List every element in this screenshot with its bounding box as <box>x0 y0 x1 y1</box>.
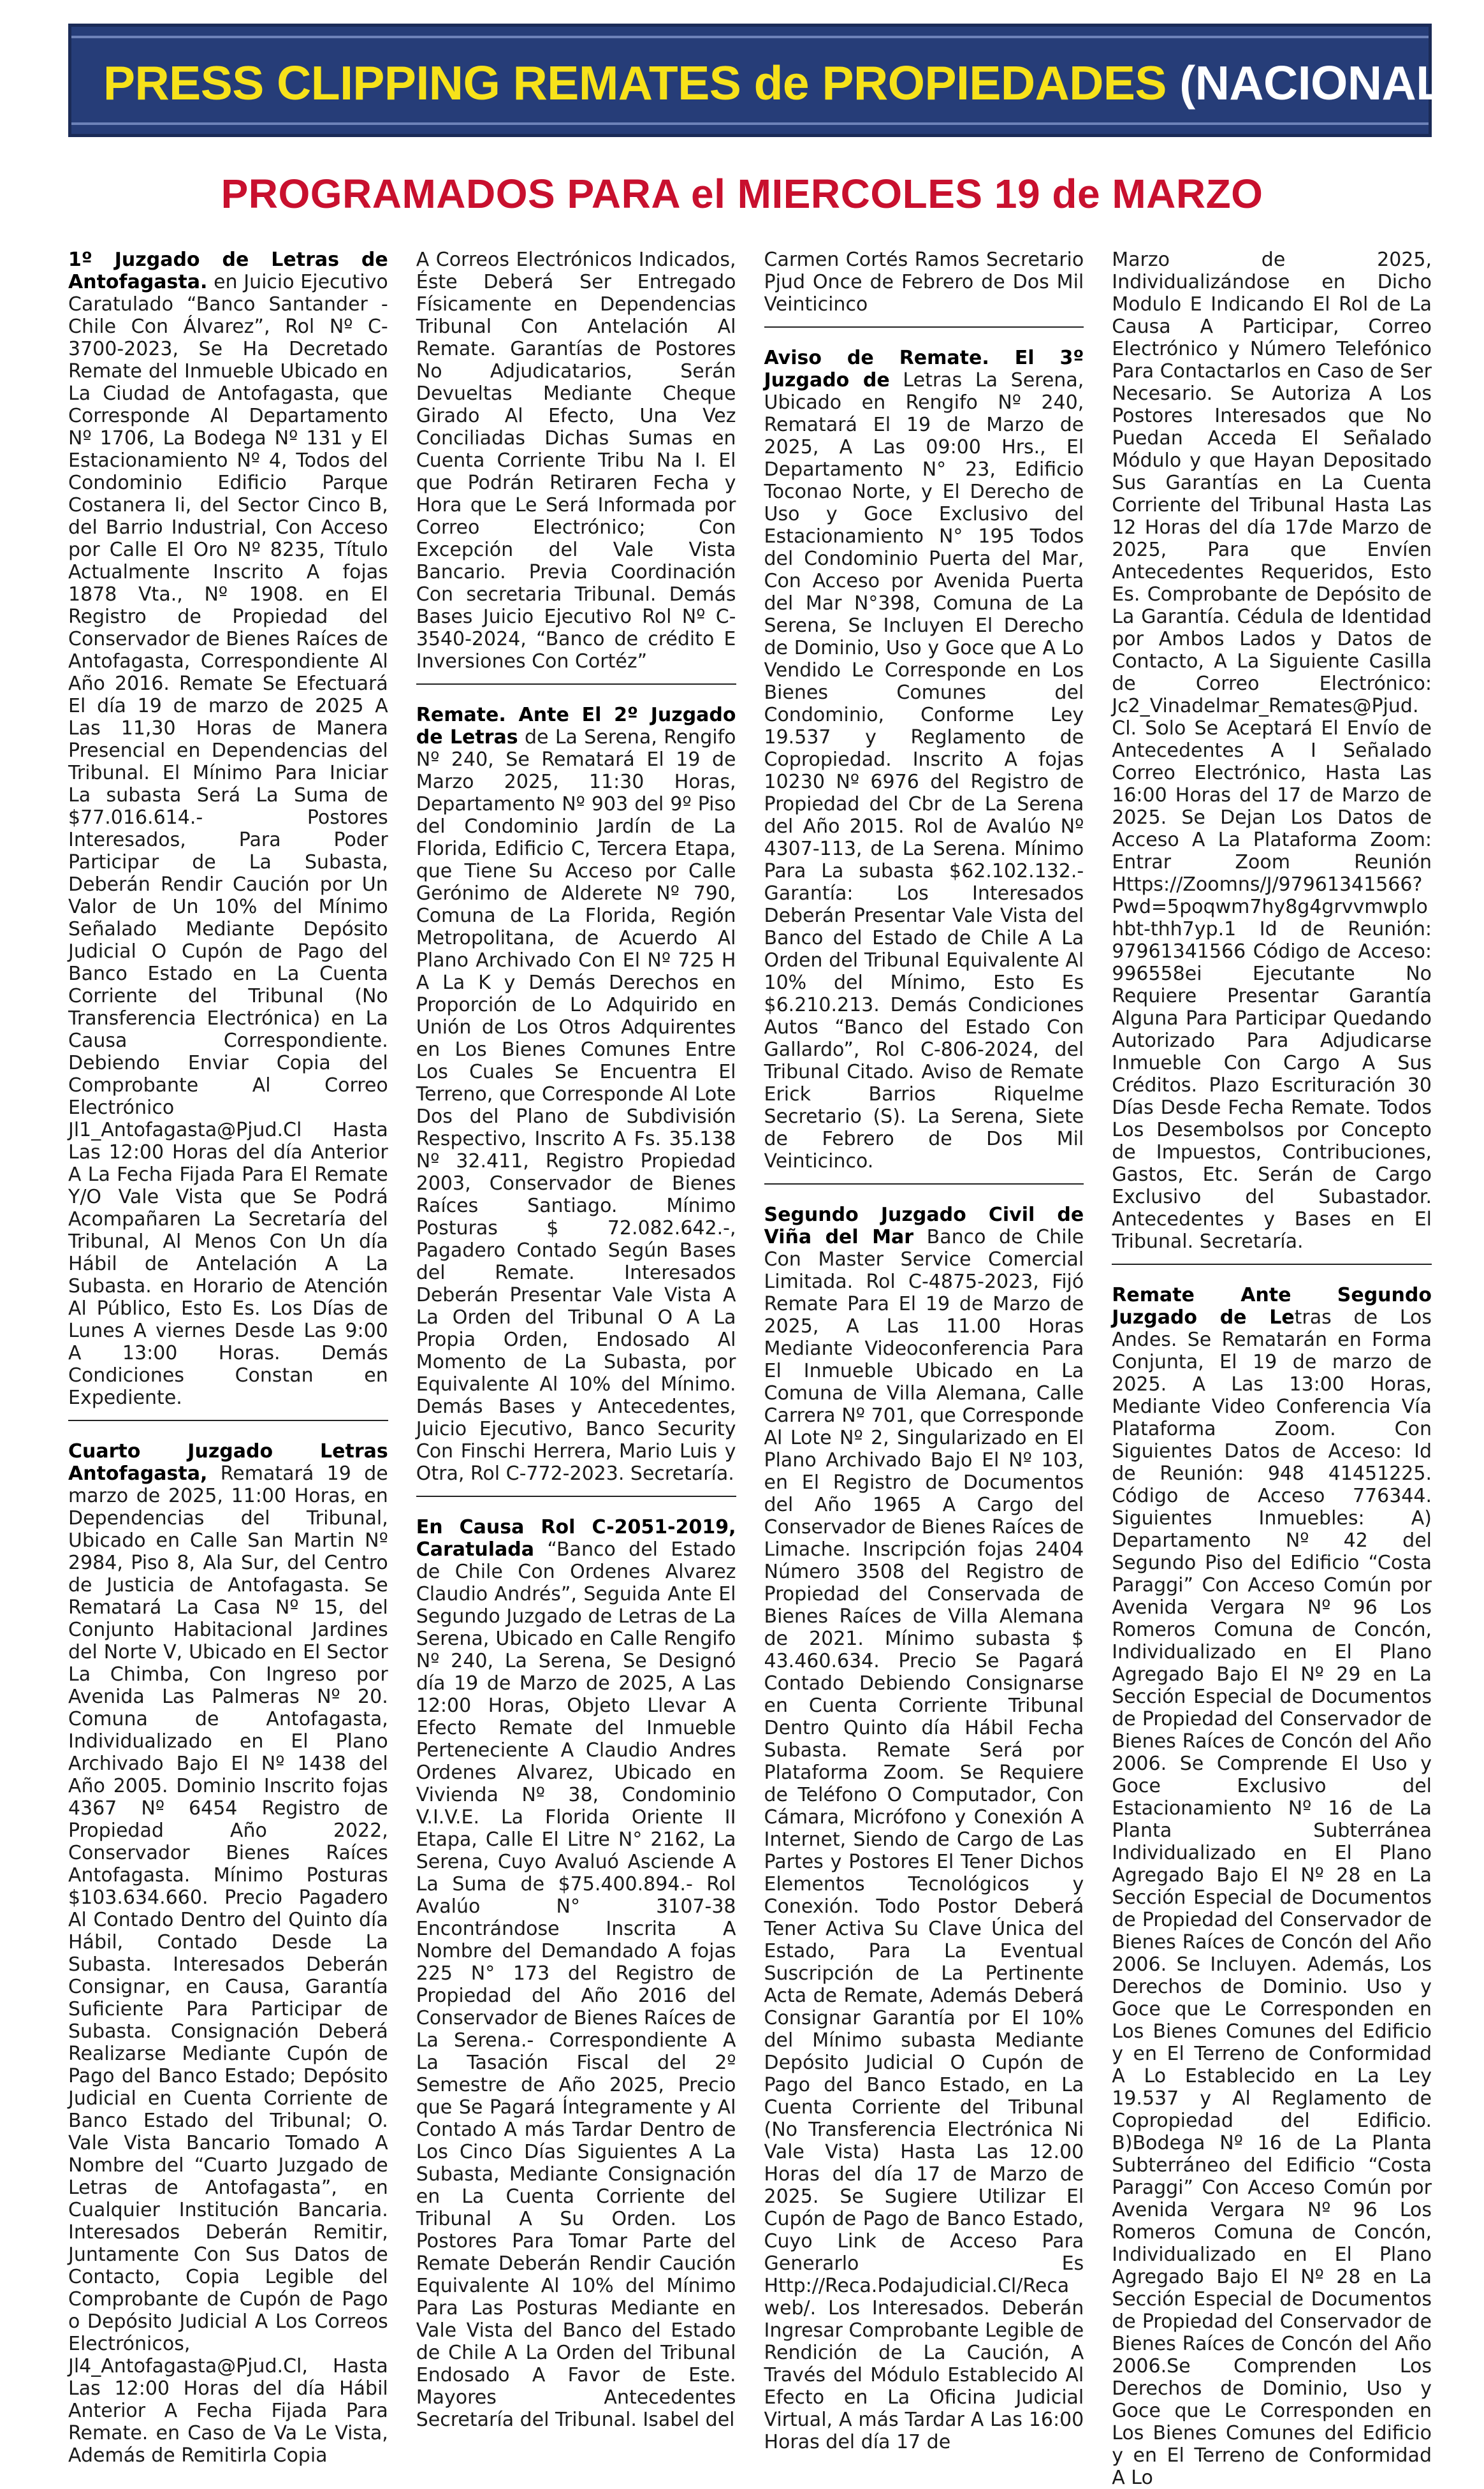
column-1 <box>68 249 388 2467</box>
notice-body: A Correos Electrónicos Indicados, Éste Deberá Ser Entregado Físicamente en Dependencias Tribunal Con Antelación Al Remate. Garantías de Postores No Adjudicatarios, Serán Devueltas Mediante Cheque Girado Al Efecto, Una Vez Conciliadas Dichas Sumas en Cuenta Corriente Tribu Na I. El que Podrán Retiraren Fecha y Hora que Le Será Informada por Correo Electrónico; Con Excepción del Vale Vista Bancario. Previa Coordinación Con secretaria Tribunal. Demás Bases Juicio Ejecutivo Rol Nº C-3540-2024, “Banco de crédito E Inversiones Con Cortéz” <box>416 249 736 673</box>
notice-body: Letras La Serena, Ubicado en Rengifo Nº 240, Rematará El 19 de Marzo de 2025, A Las 09:00 Hrs., El Departamento N° 23, Edificio Toconao Norte, y El Derecho de Uso y Goce Exclusivo del Estacionamiento N° 195 Todos del Condominio Puerta del Mar, Con Acceso por Avenida Puerta del Mar N°398, Comuna de La Serena, Se Incluyen El Derecho de Dominio, Uso y Goce que A Lo Vendido Le Corresponde en Los Bienes Comunes del Condominio, Conforme Ley 19.537 y Reglamento de Copropiedad. Inscrito A fojas 10230 Nº 6976 del Registro de Propiedad del Cbr de La Serena del Año 2015. Rol de Avalúo Nº 4307-113, de La Serena. Mínimo Para La subasta $62.102.132.- Garantía: Los Interesados Deberán Presentar Vale Vista del Banco del Estado de Chile A La Orden del Tribunal Equivalente Al 10% del Mínimo, Esto Es $6.210.213. Demás Condiciones Autos “Banco del Estado Con Gallardo”, Rol C-806-2024, del Tribunal Citado. Aviso de Remate Erick Barrios Riquelme Secretario (S). La Serena, Siete de Febrero de Dos Mil Veinticinco. <box>764 369 1084 1172</box>
header-banner <box>68 24 1445 137</box>
banner-title <box>103 52 1445 113</box>
notice-divider <box>416 683 736 685</box>
notice-la-serena-2-ordenes <box>416 1516 736 2431</box>
notice-lead: Aviso de Remate. El 3º Juzgado de <box>764 347 1084 391</box>
column-3 <box>764 249 1084 2453</box>
banner-title-tail: (NACIONAL <box>1179 56 1445 110</box>
notice-la-serena-2-ordenes-continued <box>764 249 1084 316</box>
notice-divider <box>416 1496 736 1497</box>
notice-antofagasta-1 <box>68 249 388 1409</box>
page-subtitle: PROGRAMADOS PARA el MIERCOLES 19 de MARZO <box>221 171 1263 217</box>
notice-divider <box>764 326 1084 328</box>
notice-divider <box>68 1420 388 1421</box>
notice-la-serena-3 <box>764 347 1084 1172</box>
notice-lead: En Causa Rol C-2051-2019, Caratulada <box>416 1516 736 1561</box>
notice-la-serena-2-florida <box>416 704 736 1485</box>
notice-antofagasta-4 <box>68 1440 388 2467</box>
notice-body: de La Serena, Rengifo Nº 240, Se Rematará El 19 de Marzo 2025, 11:30 Horas, Departamento Nº 903 del 9º Piso del Condominio Jardín de La Florida, Edificio C, Tercera Etapa, que Tiene Su Acceso por Calle Gerónimo de Alderete Nº 790, Comuna de La Florida, Región Metropolitana, de Acuerdo Al Plano Archivado Con El Nº 725 H A La K y Demás Derechos en Proporción de Lo Adquirido en Unión de Los Otros Adquirentes en Los Bienes Comunes Entre Los Cuales Se Encuentra El Terreno, que Corresponde Al Lote Dos del Plano de Subdivisión Respectivo, Inscrito A Fs. 35.138 Nº 32.411, Registro Propiedad 2003, Conservador de Bienes Raíces Santiago. Mínimo Posturas $ 72.082.642.-, Pagadero Contado Según Bases del Remate. Interesados Deberán Presentar Vale Vista A La Orden del Tribunal O A La Propia Orden, Endosado Al Momento de La Subasta, por Equivalente Al 10% del Mínimo. Demás Bases y Antecedentes, Juicio Ejecutivo, Banco Security Con Finschi Herrera, Mario Luis y Otra, Rol C-772-2023. Secretaría. <box>416 726 736 1485</box>
notice-divider <box>764 1183 1084 1185</box>
column-2 <box>416 249 736 2431</box>
notice-divider <box>1112 1264 1432 1265</box>
notice-body: Carmen Cortés Ramos Secretario Pjud Once de Febrero de Dos Mil Veinticinco <box>764 249 1084 316</box>
notice-antofagasta-4-continued <box>416 249 736 673</box>
notice-body: Marzo de 2025, Individualizándose en Dicho Modulo E Indicando El Rol de La Causa A Participar, Correo Electrónico y Número Telefónico Para Contactarlos en Caso de Ser Necesario. Se Autoriza A Los Postores Interesados que No Puedan Acceda El Señalado Módulo y que Hayan Depositado Sus Garantías en La Cuenta Corriente del Tribunal Hasta Las 12 Horas del día 17de Marzo de 2025, Para que Envíen Antecedentes Requeridos, Esto Es. Comprobante de Depósito de La Garantía. Cédula de Identidad por Ambos Lados y Datos de Contacto, A La Siguiente Casilla de Correo Electrónico: Jc2_Vinadelmar_Remates@Pjud.Cl. Solo Se Aceptará El Envío de Antecedentes A I Señalado Correo Electrónico, Hasta Las 16:00 Horas del 17 de Marzo de 2025. Se Dejan Los Datos de Acceso A La Plataforma Zoom: Entrar Zoom Reunión Https://Zoomns/J/97961341566?Pwd=5poqwm7hy8g4grvvmwplohbt-thh7yp.1 Id de Reunión: 97961341566 Código de Acceso: 996558ei Ejecutante No Requiere Presentar Garantía Alguna Para Participar Quedando Autorizado Para Adjudicarse Inmueble Con Cargo A Sus Créditos. Plazo Escrituración 30 Días Desde Fecha Remate. Todos Los Desembolsos por Concepto de Impuestos, Contribuciones, Gastos, Etc. Serán de Cargo Exclusivo del Subastador. Antecedentes y Bases en El Tribunal. Secretaría. <box>1112 249 1432 1253</box>
banner-title-main: PRESS CLIPPING REMATES de PROPIEDADES <box>103 56 1167 110</box>
notice-lead: Cuarto Juzgado Letras Antofagasta, <box>68 1440 388 1485</box>
column-4 <box>1112 249 1432 2489</box>
notice-lead: Remate Ante Segundo Juzgado de Le <box>1112 1284 1432 1329</box>
notice-vina-del-mar-2-continued <box>1112 249 1432 1253</box>
notice-los-andes-2 <box>1112 1284 1432 2489</box>
notice-vina-del-mar-2 <box>764 1204 1084 2453</box>
notice-body: tras de Los Andes. Se Rematarán en Forma Conjunta, El 19 de marzo de 2025. A Las 13:00 Horas, Mediante Video Conferencia Vía Plataforma Zoom. Con Siguientes Datos de Acceso: Id de Reunión: 948 41451225. Código de Acceso 776344. Siguientes Inmuebles: A) Departamento Nº 42 del Segundo Piso del Edificio “Costa Paraggi” Con Acceso Común por Avenida Vergara Nº 96 Los Romeros Comuna de Concón, Individualizado en El Plano Agregado Bajo El Nº 29 en La Sección Especial de Documentos de Propiedad del Conservador de Bienes Raíces de Concón del Año 2006. Se Comprende El Uso y Goce Exclusivo del Estacionamiento Nº 16 de La Planta Subterránea Individualizado en El Plano Agregado Bajo El Nº 28 en La Sección Especial de Documentos de Propiedad del Conservador de Bienes Raíces de Concón del Año 2006. Se Incluyen. Además, Los Derechos de Dominio. Uso y Goce que Le Corresponden en Los Bienes Comunes del Edificio y en El Terreno de Conformidad A Lo Establecido en La Ley 19.537 y Al Reglamento de Copropiedad del Edificio. B)Bodega Nº 16 de La Planta Subterráneo del Edificio “Costa Paraggi” Con Acceso Común por Avenida Vergara Nº 96 Los Romeros Comuna de Concón, Individualizado en El Plano Agregado Bajo El Nº 28 en La Sección Especial de Documentos de Propiedad del Conservador de Bienes Raíces de Concón del Año 2006.Se Comprenden Los Derechos de Dominio, Uso y Goce que Le Corresponden en Los Bienes Comunes del Edificio y en El Terreno de Conformidad A Lo <box>1112 1306 1432 2489</box>
notice-body: “Banco del Estado de Chile Con Ordenes Alvarez Claudio Andrés”, Seguida Ante El Segundo Juzgado de Letras de La Serena, Ubicado en Calle Rengifo Nº 240, La Serena, Se Designó día 19 de Marzo de 2025, A Las 12:00 Horas, Objeto Llevar A Efecto Remate del Inmueble Perteneciente A Claudio Andres Ordenes Alvarez, Ubicado en Vivienda Nº 38, Condominio V.I.V.E. La Florida Oriente II Etapa, Calle El Litre N° 2162, La Serena, Cuyo Avaluó Asciende A La Suma de $75.400.894.- Rol Avalúo N° 3107-38 Encontrándose Inscrita A Nombre del Demandado A fojas 225 N° 173 del Registro de Propiedad del Año 2016 del Conservador de Bienes Raíces de La Serena.- Correspondiente A La Tasación Fiscal del 2º Semestre de Año 2025, Precio que Se Pagará Íntegramente y Al Contado A más Tardar Dentro de Los Cinco Días Siguientes A La Subasta, Mediante Consignación en La Cuenta Corriente del Tribunal A Su Orden. Los Postores Para Tomar Parte del Remate Deberán Rendir Caución Equivalente Al 10% del Mínimo Para Las Posturas Mediante en Vale Vista del Banco del Estado de Chile A La Orden del Tribunal Endosado A Favor de Este. Mayores Antecedentes Secretaría del Tribunal. Isabel del <box>416 1538 736 2431</box>
notice-columns <box>68 249 1432 2489</box>
notice-body: Banco de Chile Con Master Service Comercial Limitada. Rol C-4875-2023, Fijó Remate Para El 19 de Marzo de 2025, A Las 11.00 Horas Mediante Videoconferencia Para El Inmueble Ubicado en La Comuna de Villa Alemana, Calle Carrera Nº 701, que Corresponde Al Lote Nº 2, Singularizado en El Plano Archivado Bajo El Nº 103, en El Registro de Documentos del Año 1965 A Cargo del Conservador de Bienes Raíces de Limache. Inscripción fojas 2404 Número 3508 del Registro de Propiedad del Conservada de Bienes Raíces de Villa Alemana de 2021. Mínimo subasta $ 43.460.634. Precio Se Pagará Contado Debiendo Consignarse en Cuenta Corriente Tribunal Dentro Quinto día Hábil Fecha Subasta. Remate Será por Plataforma Zoom. Se Requiere de Teléfono O Computador, Con Cámara, Micrófono y Conexión A Internet, Siendo de Cargo de Las Partes y Postores El Tener Dichos Elementos Tecnológicos y Conexión. Todo Postor Deberá Tener Activa Su Clave Única del Estado, Para La Eventual Suscripción de La Pertinente Acta de Remate, Además Deberá Consignar Garantía por El 10% del Mínimo subasta Mediante Depósito Judicial O Cupón de Pago del Banco Estado, en La Cuenta Corriente del Tribunal (No Transferencia Electrónica Ni Vale Vista) Hasta Las 12.00 Horas del día 17 de Marzo de 2025. Se Sugiere Utilizar El Cupón de Pago de Banco Estado, Cuyo Link de Acceso Para Generarlo Es Http://Reca.Podajudicial.Cl/Recaweb/. Los Interesados. Deberán Ingresar Comprobante Legible de Rendición de La Caución, A Través del Módulo Establecido Al Efecto en La Oficina Judicial Virtual, A más Tardar A Las 16:00 Horas del día 17 de <box>764 1226 1084 2453</box>
notice-body: Rematará 19 de marzo de 2025, 11:00 Horas, en Dependencias del Tribunal, Ubicado en Calle San Martin Nº 2984, Piso 8, Ala Sur, del Centro de Justicia de Antofagasta. Se Rematará La Casa Nº 15, del Conjunto Habitacional Jardines del Norte V, Ubicado en El Sector La Chimba, Con Ingreso por Avenida Las Palmeras Nº 20. Comuna de Antofagasta, Individualizado en El Plano Archivado Bajo El Nº 1438 del Año 2005. Dominio Inscrito fojas 4367 Nº 6454 Registro de Propiedad Año 2022, Conservador Bienes Raíces Antofagasta. Mínimo Posturas $103.634.660. Precio Pagadero Al Contado Dentro del Quinto día Hábil, Contado Desde La Subasta. Interesados Deberán Consignar, en Causa, Garantía Suficiente Para Participar de Subasta. Consignación Deberá Realizarse Mediante Cupón de Pago del Banco Estado; Depósito Judicial en Cuenta Corriente de Banco Estado del Tribunal; O. Vale Vista Bancario Tomado A Nombre del “Cuarto Juzgado de Letras de Antofagasta”, en Cualquier Institución Bancaria. Interesados Deberán Remitir, Juntamente Con Sus Datos de Contacto, Copia Legible del Comprobante de Cupón de Pago o Depósito Judicial A Los Correos Electrónicos, Jl4_Antofagasta@Pjud.Cl, Hasta Las 12:00 Horas del día Hábil Anterior A Fecha Fijada Para Remate. en Caso de Va Le Vista, Además de Remitirla Copia <box>68 1463 388 2467</box>
notice-body: en Juicio Ejecutivo Caratulado “Banco Santander -Chile Con Álvarez”, Rol Nº C-3700-2023, Se Ha Decretado Remate del Inmueble Ubicado en La Ciudad de Antofagasta, que Corresponde Al Departamento Nº 1706, La Bodega Nº 131 y El Estacionamiento Nº 4, Todos del Condominio Edificio Parque Costanera Ii, del Sector Cinco B, del Barrio Industrial, Con Acceso por Calle El Oro Nº 8235, Título Actualmente Inscrito A fojas 1878 Vta., Nº 1908. en El Registro de Propiedad del Conservador de Bienes Raíces de Antofagasta, Correspondiente Al Año 2016. Remate Se Efectuará El día 19 de marzo de 2025 A Las 11,30 Horas de Manera Presencial en Dependencias del Tribunal. El Mínimo Para Iniciar La subasta Será La Suma de $77.016.614.- Postores Interesados, Para Poder Participar de La Subasta, Deberán Rendir Caución por Un Valor de Un 10% del Mínimo Señalado Mediante Depósito Judicial O Cupón de Pago del Banco Estado en La Cuenta Corriente del Tribunal (No Transferencia Electrónica) en La Causa Correspondiente. Debiendo Enviar Copia del Comprobante Al Correo Electrónico Jl1_Antofagasta@Pjud.Cl Hasta Las 12:00 Horas del día Anterior A La Fecha Fijada Para El Remate Y/O Vale Vista que Se Podrá Acompañaren La Secretaría del Tribunal, Al Menos Con Un día Hábil de Antelación A La Subasta. en Horario de Atención Al Público, Esto Es. Los Días de Lunes A viernes Desde Las 9:00 A 13:00 Horas. Demás Condiciones Constan en Expediente. <box>68 271 388 1409</box>
notice-lead: Segundo Juzgado Civil de Viña del Mar <box>764 1204 1084 1248</box>
notice-lead: Remate. Ante El 2º Juzgado de Letras <box>416 704 736 748</box>
notice-lead: 1º Juzgado de Letras de Antofagasta. <box>68 249 388 293</box>
